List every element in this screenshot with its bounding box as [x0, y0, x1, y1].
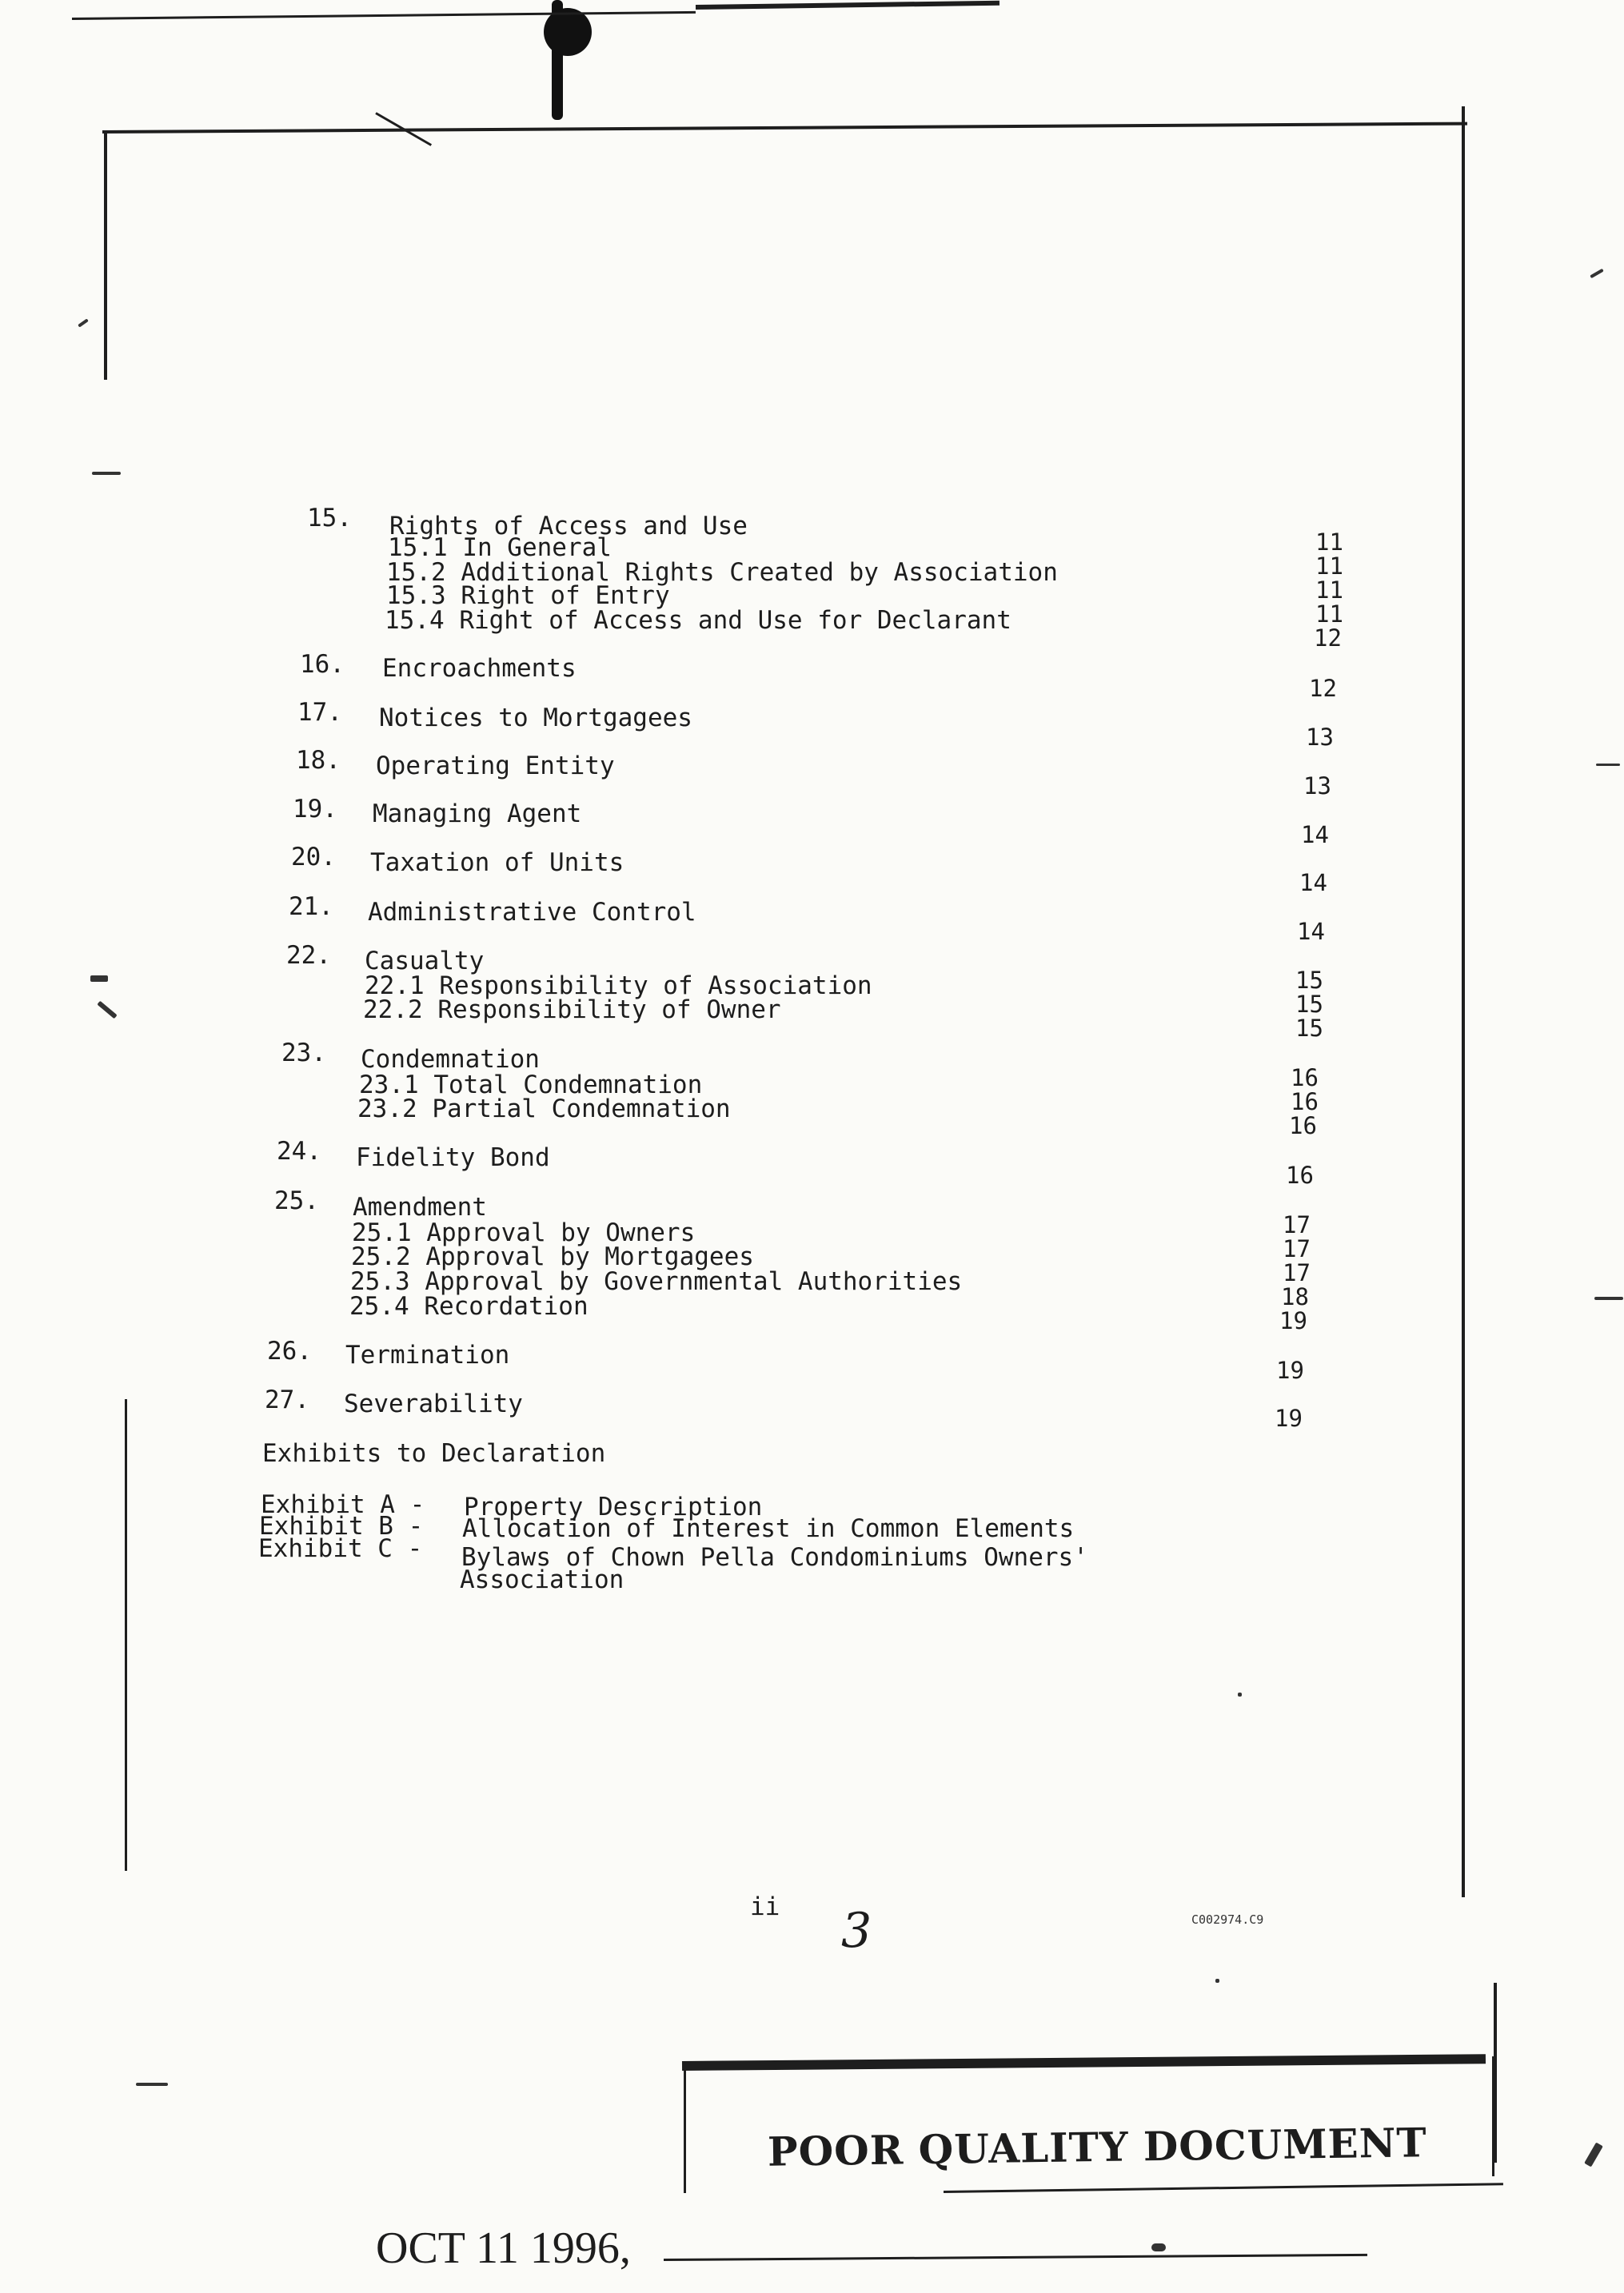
toc-number: 25.: [274, 1186, 319, 1215]
toc-page: 16: [1286, 1162, 1314, 1189]
exhibits-heading: Exhibits to Declaration: [262, 1439, 606, 1468]
toc-number: 27.: [265, 1386, 309, 1414]
toc-number: 22.: [286, 941, 331, 970]
toc-number: 15.: [307, 504, 352, 532]
toc-page: 13: [1306, 724, 1334, 751]
toc-page: 15: [1295, 967, 1323, 994]
toc-page: 15: [1295, 1015, 1323, 1042]
toc-number: 19.: [293, 795, 337, 823]
document-code: C002974.C9: [1191, 1912, 1264, 1927]
toc-subitem: 23.1 Total Condemnation: [359, 1071, 703, 1099]
toc-number: 24.: [277, 1137, 321, 1166]
stamp-text: POOR QUALITY DOCUMENT: [767, 2119, 1427, 2175]
toc-number: 23.: [281, 1039, 326, 1067]
toc-page: 11: [1315, 600, 1343, 628]
toc-page: 19: [1276, 1357, 1304, 1384]
toc-page: 19: [1275, 1405, 1303, 1432]
toc-subitem: 15.4 Right of Access and Use for Declarant: [385, 606, 1012, 635]
toc-title: Casualty: [365, 947, 485, 975]
exhibit-description: Bylaws of Chown Pella Condominiums Owners': [461, 1543, 1088, 1572]
toc-subitem: 15.2 Additional Rights Created by Association: [386, 558, 1058, 587]
toc-number: 21.: [289, 892, 333, 921]
exhibit-label: Exhibit A -: [261, 1490, 425, 1519]
toc-title: Notices to Mortgagees: [379, 704, 692, 732]
toc-title: Termination: [345, 1341, 510, 1370]
toc-subitem: 15.3 Right of Entry: [386, 581, 670, 610]
toc-subitem: 22.1 Responsibility of Association: [365, 971, 872, 1000]
toc-title: Managing Agent: [373, 800, 582, 828]
toc-title: Administrative Control: [368, 898, 696, 927]
toc-page: 19: [1279, 1307, 1307, 1334]
toc-page: 18: [1281, 1283, 1309, 1310]
toc-page: 17: [1283, 1235, 1311, 1262]
toc-number: 16.: [300, 650, 345, 679]
exhibit-description: Property Description: [464, 1493, 763, 1521]
handwritten-page-number: 3: [841, 1903, 872, 1959]
toc-number: 17.: [297, 698, 342, 727]
toc-title: Fidelity Bond: [356, 1143, 550, 1172]
toc-page: 13: [1303, 772, 1331, 800]
toc-title: Amendment: [353, 1193, 487, 1222]
page-number-roman: ii: [750, 1892, 780, 1921]
toc-number: 18.: [296, 746, 341, 775]
toc-page: 14: [1297, 918, 1325, 945]
toc-page: 17: [1283, 1259, 1311, 1286]
toc-page: 11: [1315, 528, 1343, 556]
toc-subitem: 25.2 Approval by Mortgagees: [351, 1242, 754, 1271]
date-stamp-text: OCT 11 1996,: [376, 2223, 631, 2273]
toc-subitem: 22.2 Responsibility of Owner: [363, 995, 781, 1024]
toc-page: 11: [1315, 552, 1343, 580]
exhibit-label: Exhibit B -: [259, 1512, 424, 1541]
toc-subitem: 25.1 Approval by Owners: [352, 1218, 696, 1247]
exhibit-description: Association: [460, 1565, 624, 1594]
toc-page: 14: [1301, 821, 1329, 848]
toc-title: Severability: [344, 1390, 523, 1418]
toc-page: 12: [1314, 624, 1342, 652]
toc-page: 12: [1309, 675, 1337, 702]
toc-page: 16: [1291, 1088, 1319, 1115]
toc-page: 16: [1291, 1064, 1319, 1091]
toc-subitem: 15.1 In General: [388, 533, 612, 562]
toc-title: Taxation of Units: [370, 848, 624, 877]
toc-title: Condemnation: [361, 1045, 540, 1074]
toc-page: 17: [1283, 1211, 1311, 1238]
toc-page: 11: [1315, 576, 1343, 604]
toc-page: 15: [1295, 991, 1323, 1018]
toc-subitem: 25.3 Approval by Governmental Authorities: [350, 1267, 963, 1296]
toc-number: 26.: [267, 1337, 312, 1366]
exhibit-description: Allocation of Interest in Common Elements: [462, 1514, 1075, 1543]
toc-subitem: 25.4 Recordation: [349, 1292, 589, 1321]
toc-subitem: 23.2 Partial Condemnation: [357, 1095, 731, 1123]
toc-number: 20.: [291, 843, 336, 871]
toc-page: 14: [1299, 869, 1327, 896]
toc-title: Operating Entity: [376, 752, 615, 780]
toc-title: Encroachments: [382, 654, 577, 683]
toc-page: 16: [1289, 1112, 1317, 1139]
toc-title: Rights of Access and Use: [389, 512, 748, 540]
exhibit-label: Exhibit C -: [258, 1534, 423, 1563]
